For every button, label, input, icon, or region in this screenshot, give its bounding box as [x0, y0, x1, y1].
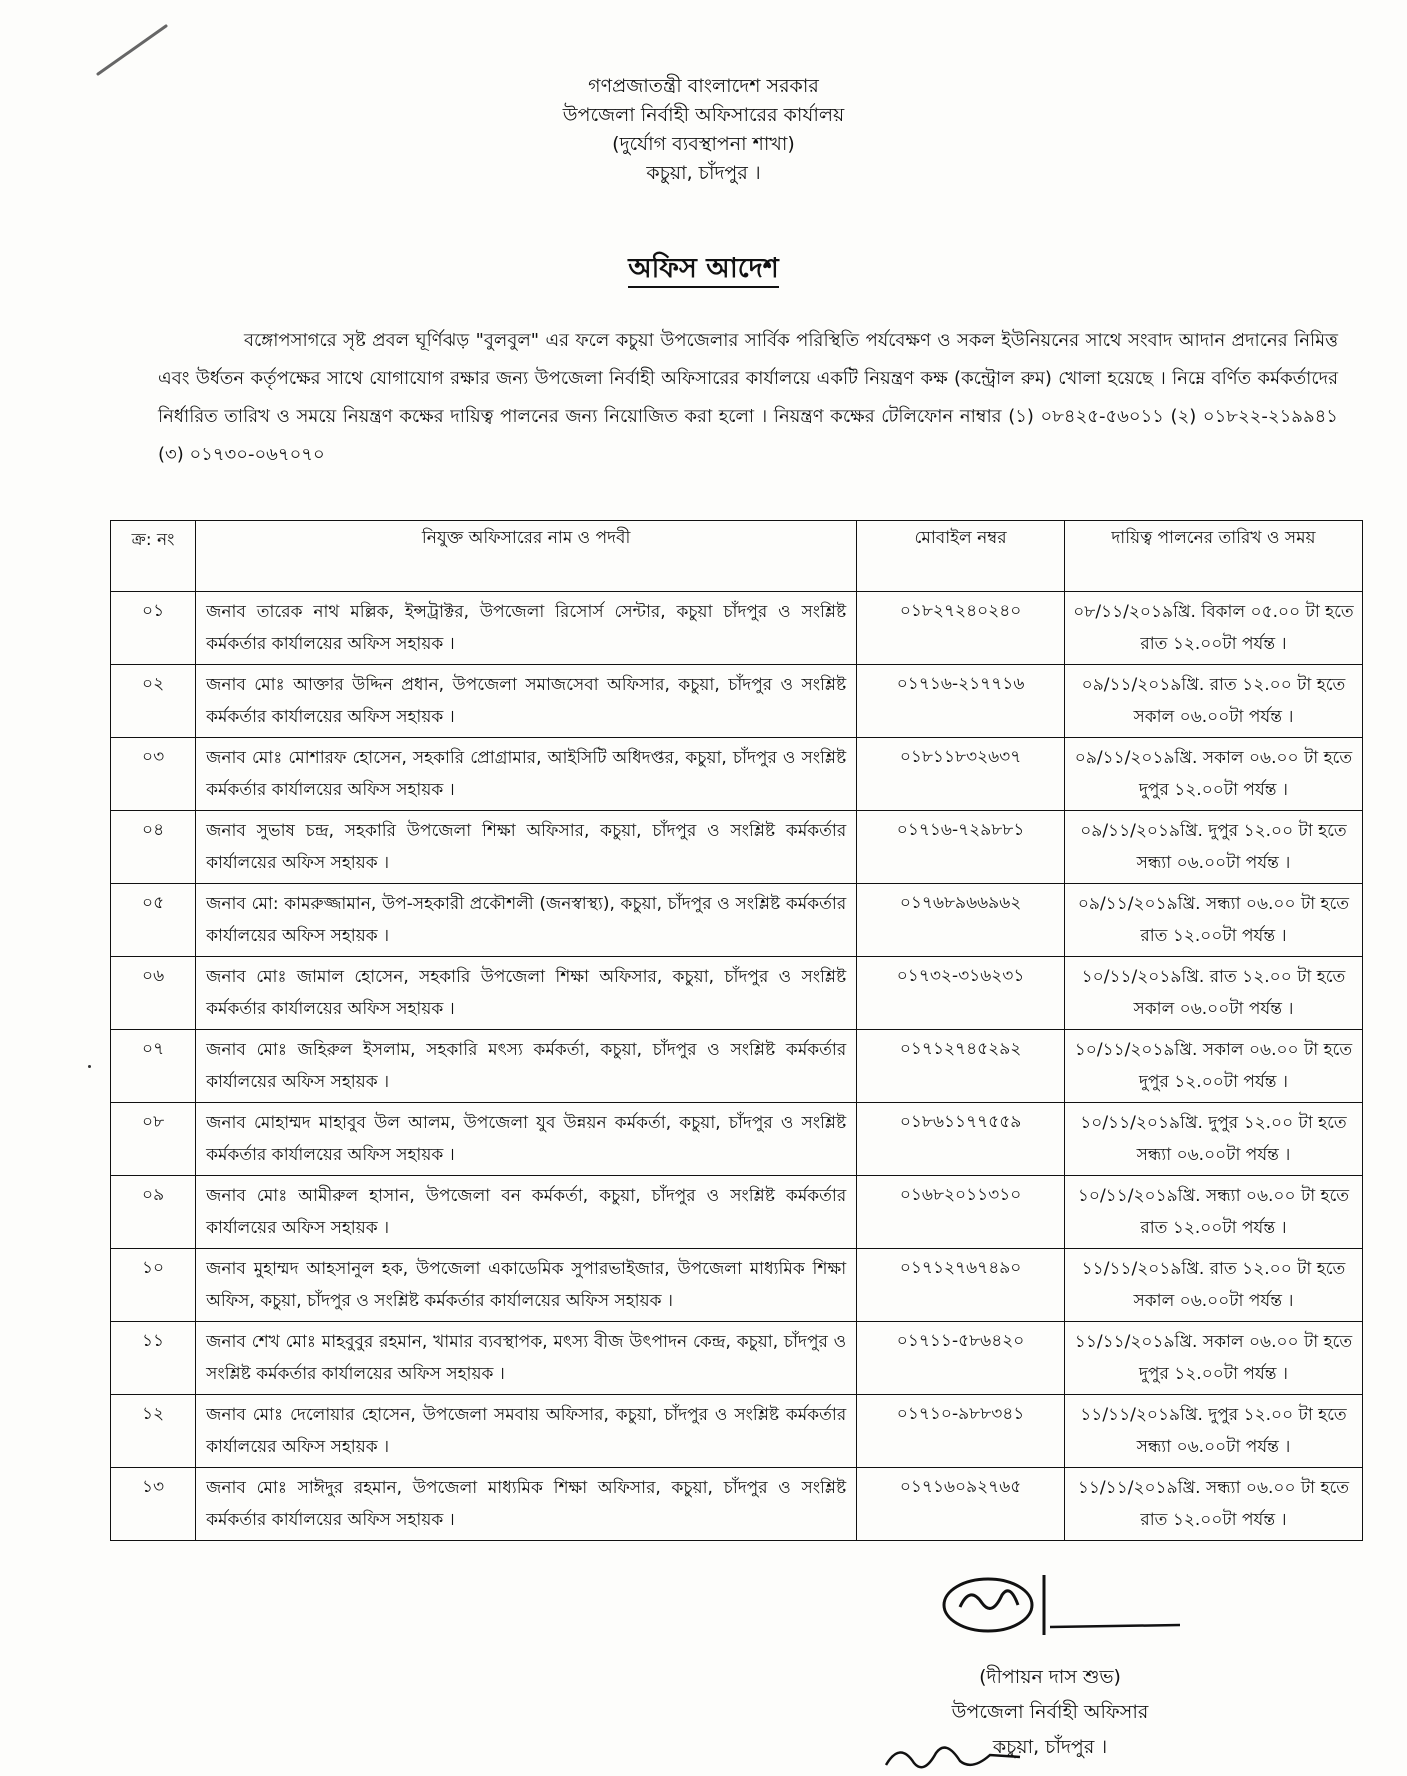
- row-officer: জনাব মোঃ জামাল হোসেন, সহকারি উপজেলা শিক্ষা অফিসার, কচুয়া, চাঁদপুর ও সংশ্লিষ্ট কর্মকর্তার কার্যালয়ের অফিস সহায়ক ।: [196, 957, 857, 1030]
- row-officer: জনাব মুহাম্মদ আহসানুল হক, উপজেলা একাডেমিক সুপারভাইজার, উপজেলা মাধ্যমিক শিক্ষা অফিস, কচুয়া, চাঁদপুর ও সংশ্লিষ্ট কর্মকর্তার কার্যালয়ের অফিস সহায়ক ।: [196, 1249, 857, 1322]
- row-serial: ০১: [111, 592, 196, 665]
- order-title-text: অফিস আদেশ: [628, 253, 779, 288]
- row-serial: ০৮: [111, 1103, 196, 1176]
- row-serial: ১৩: [111, 1468, 196, 1541]
- table-row: [111, 957, 1363, 1030]
- row-serial: ০৯: [111, 1176, 196, 1249]
- row-serial: ০৭: [111, 1030, 196, 1103]
- row-serial: ০৫: [111, 884, 196, 957]
- table-header-row: [111, 521, 1363, 592]
- scan-dot: [88, 1065, 91, 1068]
- row-officer: জনাব মো: কামরুজ্জামান, উপ-সহকারী প্রকৌশলী (জনস্বাস্থ্য), কচুয়া, চাঁদপুর ও সংশ্লিষ্ট কর্মকর্তার কার্যালয়ের অফিস সহায়ক ।: [196, 884, 857, 957]
- row-mobile: ০১৮৬১১৭৭৫৫৯: [857, 1103, 1065, 1176]
- row-officer: জনাব মোহাম্মদ মাহাবুব উল আলম, উপজেলা যুব উন্নয়ন কর্মকর্তা, কচুয়া, চাঁদপুর ও সংশ্লিষ্ট কর্মকর্তার কার্যালয়ের অফিস সহায়ক ।: [196, 1103, 857, 1176]
- table-row: [111, 811, 1363, 884]
- row-mobile: ০১৭১২৭৬৭৪৯০: [857, 1249, 1065, 1322]
- table-row: [111, 1030, 1363, 1103]
- row-serial: ০৪: [111, 811, 196, 884]
- row-officer: জনাব মোঃ জহিরুল ইসলাম, সহকারি মৎস্য কর্মকর্তা, কচুয়া, চাঁদপুর ও সংশ্লিষ্ট কর্মকর্তার কার্যালয়ের অফিস সহায়ক ।: [196, 1030, 857, 1103]
- row-duty-time: ১০/১১/২০১৯খ্রি. দুপুর ১২.০০ টা হতে সন্ধ্যা ০৬.০০টা পর্যন্ত ।: [1064, 1103, 1362, 1176]
- row-officer: জনাব মোঃ দেলোয়ার হোসেন, উপজেলা সমবায় অফিসার, কচুয়া, চাঁদপুর ও সংশ্লিষ্ট কর্মকর্তার কার্যালয়ের অফিস সহায়ক ।: [196, 1395, 857, 1468]
- table-row: [111, 1249, 1363, 1322]
- row-officer: জনাব সুভাষ চন্দ্র, সহকারি উপজেলা শিক্ষা অফিসার, কচুয়া, চাঁদপুর ও সংশ্লিষ্ট কর্মকর্তার কার্যালয়ের অফিস সহায়ক ।: [196, 811, 857, 884]
- table-row: [111, 665, 1363, 738]
- row-duty-time: ০৮/১১/২০১৯খ্রি. বিকাল ০৫.০০ টা হতে রাত ১২.০০টা পর্যন্ত ।: [1064, 592, 1362, 665]
- table-row: [111, 1395, 1363, 1468]
- initial-signature: [880, 1735, 1030, 1775]
- row-officer: জনাব তারেক নাথ মল্লিক, ইন্সট্রাক্টর, উপজেলা রিসোর্স সেন্টার, কচুয়া চাঁদপুর ও সংশ্লিষ্ট কর্মকর্তার কার্যালয়ের অফিস সহায়ক ।: [196, 592, 857, 665]
- header-duty-time: দায়িত্ব পালনের তারিখ ও সময়: [1064, 521, 1362, 592]
- table-row: [111, 738, 1363, 811]
- row-mobile: ০১৬৮২০১১৩১০: [857, 1176, 1065, 1249]
- table-row: [111, 592, 1363, 665]
- row-duty-time: ১১/১১/২০১৯খ্রি. সন্ধ্যা ০৬.০০ টা হতে রাত ১২.০০টা পর্যন্ত ।: [1064, 1468, 1362, 1541]
- table-row: [111, 1468, 1363, 1541]
- row-mobile: ০১৭১৬-২১৭৭১৬: [857, 665, 1065, 738]
- row-duty-time: ১০/১১/২০১৯খ্রি. রাত ১২.০০ টা হতে সকাল ০৬.০০টা পর্যন্ত ।: [1064, 957, 1362, 1030]
- row-serial: ০৬: [111, 957, 196, 1030]
- row-duty-time: ০৯/১১/২০১৯খ্রি. সকাল ০৬.০০ টা হতে দুপুর ১২.০০টা পর্যন্ত ।: [1064, 738, 1362, 811]
- office-name: উপজেলা নির্বাহী অফিসারের কার্যালয়: [562, 104, 845, 126]
- section-name: (দুর্যোগ ব্যবস্থাপনা শাখা): [612, 133, 795, 155]
- row-serial: ১১: [111, 1322, 196, 1395]
- row-serial: ০৩: [111, 738, 196, 811]
- row-mobile: ০১৮২৭২৪০২৪০: [857, 592, 1065, 665]
- order-body: বঙ্গোপসাগরে সৃষ্ট প্রবল ঘূর্ণিঝড় "বুলবুল" এর ফলে কচুয়া উপজেলার সার্বিক পরিস্থিতি পর্যবেক্ষণ ও সকল ইউনিয়নের সাথে সংবাদ আদান প্রদানের নিমিত্ত এবং উর্ধতন কর্তৃপক্ষের সাথে যোগাযোগ রক্ষার জন্য উপজেলা নির্বাহী অফিসারের কার্যালয়ে একটি নিয়ন্ত্রণ কক্ষ (কন্ট্রোল রুম) খোলা হয়েছে । নিম্নে বর্ণিত কর্মকর্তাদের নির্ধারিত তারিখ ও সময়ে নিয়ন্ত্রণ কক্ষের দায়িত্ব পালনের জন্য নিয়োজিত করা হলো । নিয়ন্ত্রণ কক্ষের টেলিফোন নাম্বার (১) ০৮৪২৫-৫৬০১১ (২) ০১৮২২-২১৯৯৪১ (৩) ০১৭৩০-০৬৭০৭০: [158, 330, 1338, 465]
- row-duty-time: ০৯/১১/২০১৯খ্রি. সন্ধ্যা ০৬.০০ টা হতে রাত ১২.০০টা পর্যন্ত ।: [1064, 884, 1362, 957]
- row-serial: ১০: [111, 1249, 196, 1322]
- row-duty-time: ০৯/১১/২০১৯খ্রি. রাত ১২.০০ টা হতে সকাল ০৬.০০টা পর্যন্ত ।: [1064, 665, 1362, 738]
- duty-roster-table: [110, 520, 1363, 1541]
- row-mobile: ০১৭১৬০৯২৭৬৫: [857, 1468, 1065, 1541]
- office-location: কচুয়া, চাঁদপুর ।: [646, 162, 761, 184]
- row-duty-time: ১১/১১/২০১৯খ্রি. সকাল ০৬.০০ টা হতে দুপুর ১২.০০টা পর্যন্ত ।: [1064, 1322, 1362, 1395]
- letterhead: [0, 72, 1407, 188]
- row-serial: ১২: [111, 1395, 196, 1468]
- row-mobile: ০১৭১৬-৭২৯৮৮১: [857, 811, 1065, 884]
- table-row: [111, 884, 1363, 957]
- row-mobile: ০১৮১১৮৩২৬৩৭: [857, 738, 1065, 811]
- row-mobile: ০১৭১১-৫৮৬৪২০: [857, 1322, 1065, 1395]
- row-duty-time: ১১/১১/২০১৯খ্রি. দুপুর ১২.০০ টা হতে সন্ধ্যা ০৬.০০টা পর্যন্ত ।: [1064, 1395, 1362, 1468]
- header-officer-name: নিযুক্ত অফিসারের নাম ও পদবী: [196, 521, 857, 592]
- row-duty-time: ১১/১১/২০১৯খ্রি. রাত ১২.০০ টা হতে সকাল ০৬.০০টা পর্যন্ত ।: [1064, 1249, 1362, 1322]
- table-row: [111, 1322, 1363, 1395]
- row-duty-time: ১০/১১/২০১৯খ্রি. সকাল ০৬.০০ টা হতে দুপুর ১২.০০টা পর্যন্ত ।: [1064, 1030, 1362, 1103]
- header-mobile: মোবাইল নম্বর: [857, 521, 1065, 592]
- row-serial: ০২: [111, 665, 196, 738]
- signatory-name: (দীপায়ন দাস শুভ): [979, 1666, 1121, 1688]
- row-mobile: ০১৭১২৭৪৫২৯২: [857, 1030, 1065, 1103]
- row-officer: জনাব মোঃ মোশারফ হোসেন, সহকারি প্রোগ্রামার, আইসিটি অধিদপ্তর, কচুয়া, চাঁদপুর ও সংশ্লিষ্ট কর্মকর্তার কার্যালয়ের অফিস সহায়ক ।: [196, 738, 857, 811]
- row-mobile: ০১৭৬৮৯৬৬৯৬২: [857, 884, 1065, 957]
- table-row: [111, 1176, 1363, 1249]
- order-title: [0, 248, 1407, 293]
- table-row: [111, 1103, 1363, 1176]
- govt-name: গণপ্রজাতন্ত্রী বাংলাদেশ সরকার: [588, 75, 819, 97]
- row-officer: জনাব মোঃ আমীরুল হাসান, উপজেলা বন কর্মকর্তা, কচুয়া, চাঁদপুর ও সংশ্লিষ্ট কর্মকর্তার কার্যালয়ের অফিস সহায়ক ।: [196, 1176, 857, 1249]
- row-officer: জনাব মোঃ আক্তার উদ্দিন প্রধান, উপজেলা সমাজসেবা অফিসার, কচুয়া, চাঁদপুর ও সংশ্লিষ্ট কর্মকর্তার কার্যালয়ের অফিস সহায়ক ।: [196, 665, 857, 738]
- handwritten-signature: [940, 1555, 1200, 1655]
- signatory-designation: উপজেলা নির্বাহী অফিসার: [951, 1701, 1149, 1723]
- signatory-location: কচুয়া, চাঁদপুর ।: [992, 1736, 1108, 1758]
- row-mobile: ০১৭১০-৯৮৮৩৪১: [857, 1395, 1065, 1468]
- row-mobile: ০১৭৩২-৩১৬২৩১: [857, 957, 1065, 1030]
- row-duty-time: ০৯/১১/২০১৯খ্রি. দুপুর ১২.০০ টা হতে সন্ধ্যা ০৬.০০টা পর্যন্ত ।: [1064, 811, 1362, 884]
- pen-stroke-mark: [92, 20, 172, 80]
- header-serial: ক্র: নং: [111, 521, 196, 592]
- row-duty-time: ১০/১১/২০১৯খ্রি. সন্ধ্যা ০৬.০০ টা হতে রাত ১২.০০টা পর্যন্ত ।: [1064, 1176, 1362, 1249]
- row-officer: জনাব শেখ মোঃ মাহবুবুর রহমান, খামার ব্যবস্থাপক, মৎস্য বীজ উৎপাদন কেন্দ্র, কচুয়া, চাঁদপুর ও সংশ্লিষ্ট কর্মকর্তার কার্যালয়ের অফিস সহায়ক ।: [196, 1322, 857, 1395]
- row-officer: জনাব মোঃ সাঈদুর রহমান, উপজেলা মাধ্যমিক শিক্ষা অফিসার, কচুয়া, চাঁদপুর ও সংশ্লিষ্ট কর্মকর্তার কার্যালয়ের অফিস সহায়ক ।: [196, 1468, 857, 1541]
